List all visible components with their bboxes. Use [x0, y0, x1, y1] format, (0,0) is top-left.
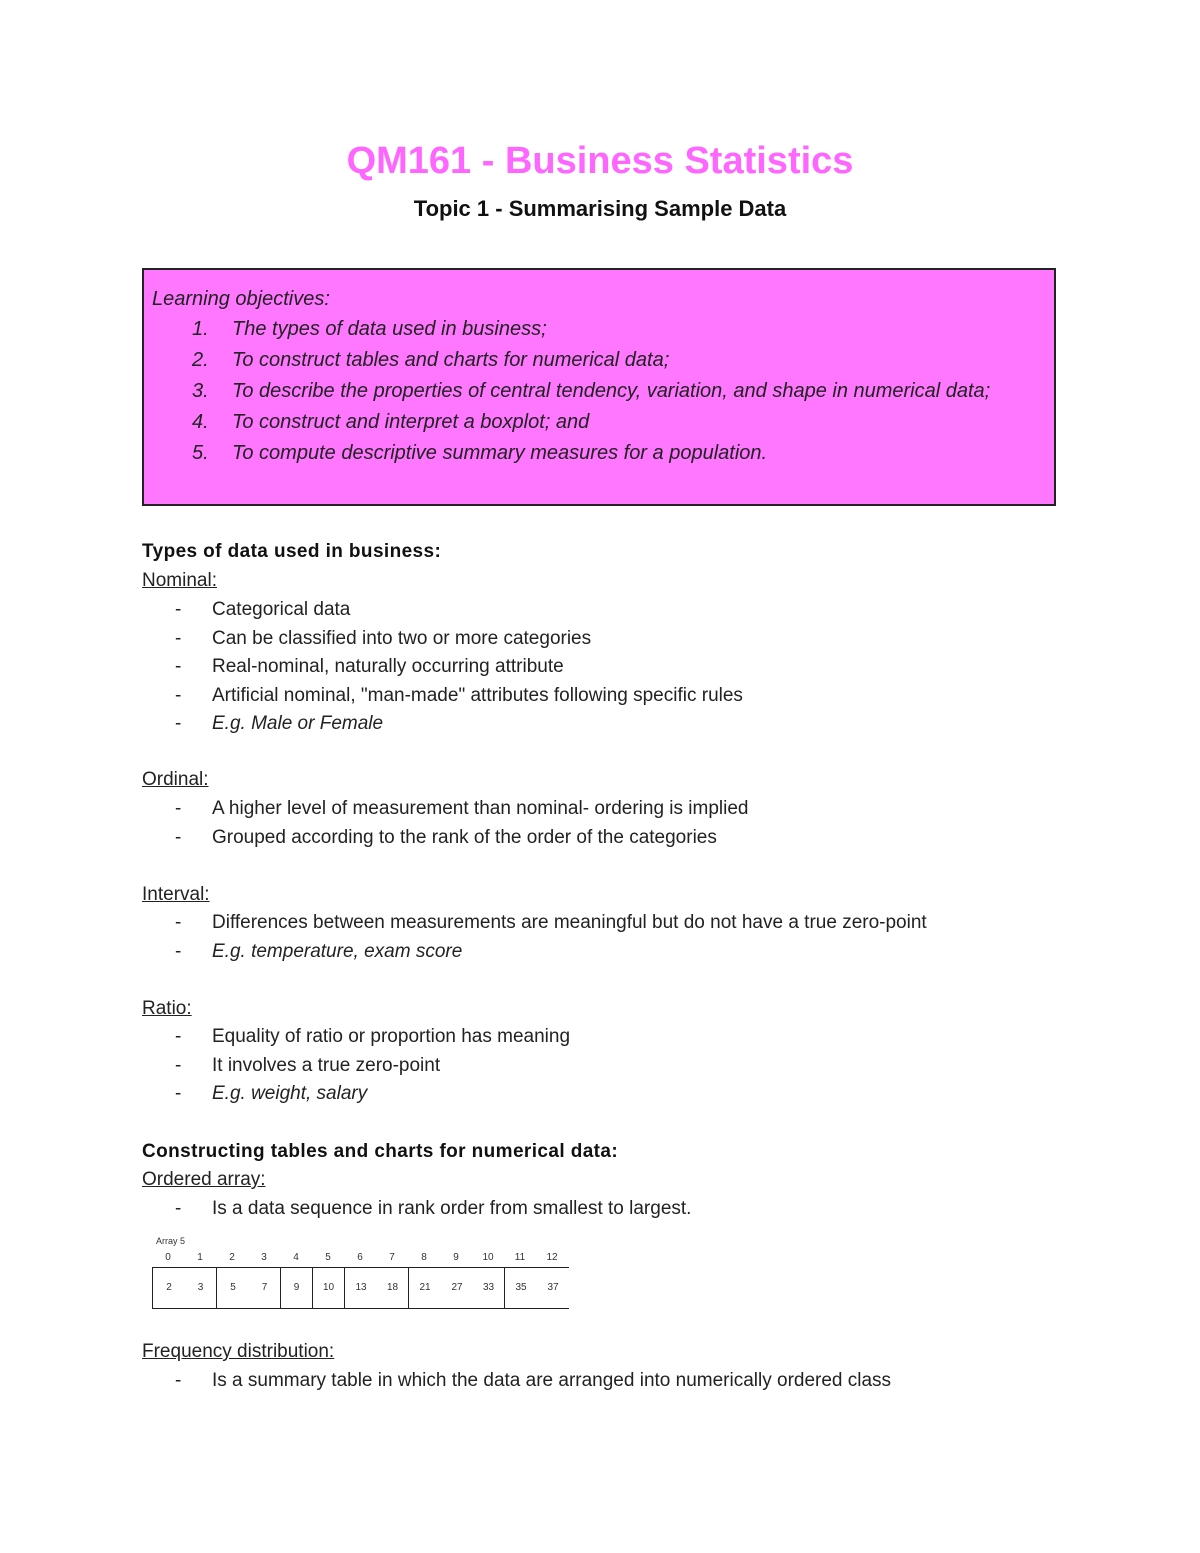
- array-index-label: 3: [261, 1252, 267, 1263]
- array-values-box: [152, 1267, 569, 1309]
- array-index-label: 10: [482, 1252, 494, 1263]
- list-item: [142, 1023, 570, 1052]
- array-value-cell: 9: [281, 1268, 313, 1308]
- list-item: [142, 824, 749, 853]
- objective-text: To construct and interpret a boxplot; and: [232, 411, 590, 433]
- array-index-label: 0: [165, 1252, 171, 1263]
- array-index-label: 5: [325, 1252, 331, 1263]
- objective-number: 3.: [192, 380, 209, 402]
- objective-number: 2.: [192, 349, 209, 371]
- list-item-text: It involves a true zero-point: [212, 1054, 441, 1076]
- types-section-heading: Types of data used in business:: [142, 541, 442, 562]
- array-value-cell: 10: [313, 1268, 345, 1308]
- list-item: [142, 1195, 691, 1224]
- ordered-array-figure: [152, 1236, 572, 1312]
- objective-text: To compute descriptive summary measures for a population.: [232, 442, 768, 464]
- array-index-label: 12: [546, 1252, 558, 1263]
- list-item: [142, 596, 743, 625]
- list-item: [142, 653, 743, 682]
- page-subtitle: Topic 1 - Summarising Sample Data: [413, 196, 787, 221]
- array-value-cell: 7: [249, 1268, 281, 1308]
- objective-item: [192, 407, 1046, 438]
- ordinal-heading: Ordinal:: [142, 769, 209, 790]
- array-value-cell: 27: [451, 1282, 463, 1293]
- objective-number: 1.: [192, 318, 209, 340]
- array-value-cell: 18: [377, 1268, 409, 1308]
- dash-marker: -: [175, 713, 182, 734]
- list-item-text: A higher level of measurement than nominal- ordering is implied: [212, 798, 749, 819]
- list-item-text: Is a data sequence in rank order from smallest to largest.: [212, 1198, 692, 1219]
- tables-section-heading: Constructing tables and charts for numerical data:: [142, 1141, 619, 1162]
- dash-marker: -: [175, 912, 182, 933]
- list-item: [142, 625, 743, 654]
- dash-marker: -: [175, 627, 182, 649]
- list-item-text: Is a summary table in which the data are arranged into numerically ordered class: [212, 1370, 892, 1391]
- list-item-text: E.g. weight, salary: [212, 1083, 368, 1104]
- array-value-cell: 21: [419, 1282, 431, 1293]
- dash-marker: -: [175, 1198, 182, 1219]
- ordinal-list: [142, 795, 749, 852]
- ratio-list: [142, 1023, 570, 1109]
- objective-number: 4.: [192, 411, 209, 433]
- interval-list: [142, 909, 927, 966]
- objective-item: [192, 438, 1046, 469]
- array-value-cell: 33: [473, 1268, 505, 1308]
- objective-item: [192, 376, 1046, 407]
- dash-marker: -: [175, 1026, 182, 1047]
- dash-marker: -: [175, 599, 182, 620]
- ordered-array-heading: Ordered array:: [142, 1169, 266, 1190]
- list-item: [142, 909, 927, 938]
- objective-text: To construct tables and charts for numerical data;: [232, 349, 670, 371]
- list-item: [142, 1052, 570, 1081]
- ratio-heading: Ratio:: [142, 998, 192, 1019]
- dash-marker: -: [175, 684, 182, 706]
- list-item-text: Categorical data: [212, 599, 351, 620]
- array-index-label: 1: [197, 1252, 203, 1263]
- learning-objectives-box: [142, 268, 1056, 506]
- dash-marker: -: [175, 798, 182, 819]
- list-item: [142, 795, 749, 824]
- list-item: [142, 938, 927, 967]
- array-index-label: 6: [357, 1252, 363, 1263]
- list-item-text: Differences between measurements are meaningful but do not have a true zero-point: [212, 912, 927, 933]
- objective-text: To describe the properties of central tendency, variation, and shape in numerical data;: [232, 380, 991, 402]
- array-index-label: 2: [229, 1252, 235, 1263]
- dash-marker: -: [175, 940, 182, 962]
- frequency-distribution-list: [142, 1367, 891, 1396]
- list-item-text: E.g. Male or Female: [212, 713, 384, 734]
- array-value-cell: 2: [166, 1282, 172, 1293]
- array-value-cell: 5: [230, 1282, 236, 1293]
- array-value-cell: 3: [185, 1268, 217, 1308]
- list-item-text: Equality of ratio or proportion has meaning: [212, 1026, 571, 1047]
- dash-marker: -: [175, 1370, 182, 1391]
- nominal-list: [142, 596, 743, 739]
- objective-item: [192, 314, 1046, 345]
- objectives-list: [152, 314, 1046, 469]
- array-index-label: 11: [514, 1252, 526, 1263]
- dash-marker: -: [175, 826, 182, 848]
- ordered-array-list: [142, 1195, 691, 1224]
- page-title: QM161 - Business Statistics: [346, 140, 854, 182]
- list-item-text: Artificial nominal, "man-made" attributes following specific rules: [212, 684, 743, 706]
- list-item: [142, 1367, 891, 1396]
- list-item-text: E.g. temperature, exam score: [212, 940, 463, 962]
- list-item-text: Grouped according to the rank of the order of the categories: [212, 826, 717, 848]
- array-caption: Array 5: [156, 1236, 186, 1246]
- array-index-label: 9: [453, 1252, 459, 1263]
- array-value-cell: 37: [547, 1282, 559, 1293]
- frequency-distribution-heading: Frequency distribution:: [142, 1341, 335, 1362]
- list-item: [142, 682, 743, 711]
- array-index-label: 7: [389, 1252, 395, 1263]
- objectives-heading: Learning objectives:: [152, 288, 330, 310]
- list-item: [142, 710, 743, 739]
- array-value-cell: 35: [515, 1282, 527, 1293]
- dash-marker: -: [175, 1083, 182, 1104]
- list-item-text: Can be classified into two or more categories: [212, 627, 592, 649]
- list-item-text: Real-nominal, naturally occurring attribute: [212, 656, 564, 677]
- objective-item: [192, 345, 1046, 376]
- array-index-label: 4: [293, 1252, 299, 1263]
- interval-heading: Interval:: [142, 884, 210, 905]
- dash-marker: -: [175, 1054, 182, 1076]
- array-index-label: 8: [421, 1252, 427, 1263]
- nominal-heading: Nominal:: [142, 570, 217, 591]
- array-value-cell: 13: [355, 1282, 367, 1293]
- list-item: [142, 1080, 570, 1109]
- objective-text: The types of data used in business;: [232, 318, 547, 340]
- objective-number: 5.: [192, 442, 209, 464]
- dash-marker: -: [175, 656, 182, 677]
